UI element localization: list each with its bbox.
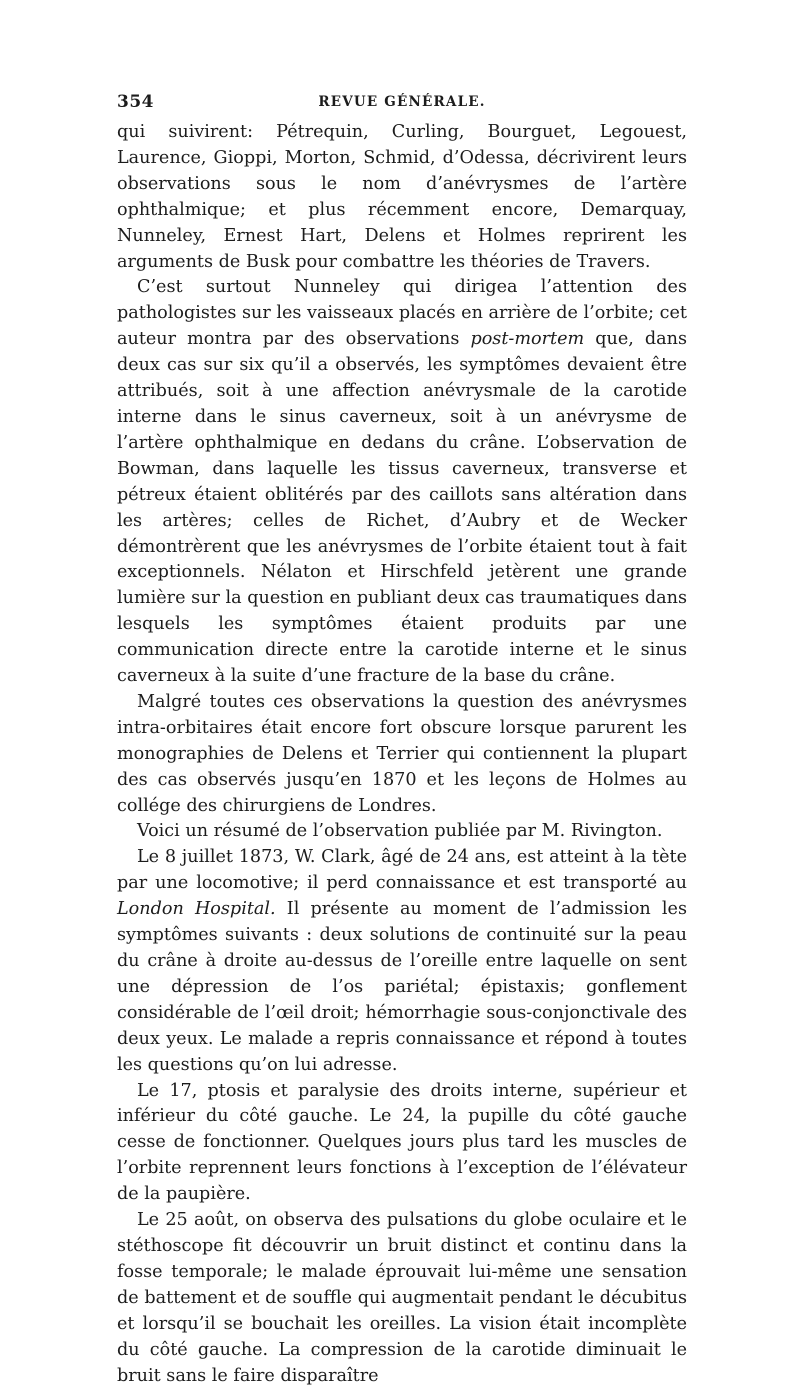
paragraph-text: Le 8 juillet 1873, W. Clark, âgé de 24 ans, est atteint à la tète par une locomotive; il perd connaissance et est transporté au <box>117 847 687 894</box>
running-title: REVUE GÉNÉRALE. <box>318 94 486 110</box>
paragraph-text: qui suivirent: Pétrequin, Curling, Bourguet, Legouest, Laurence, Gioppi, Morton, Schmid, d’Odessa, décrivirent leurs observations sous le nom d’anévrysmes de l’artère ophthalmique; et plus récemment encore, Demarquay, Nunneley, Ernest Hart, Delens et Holmes reprirent les arguments de Busk pour combattre les théories de Travers. <box>117 122 687 272</box>
paragraph-text: Le 17, ptosis et paralysie des droits interne, supérieur et inférieur du côté gauche. Le 24, la pupille du côté gauche cesse de fonctionner. Quelques jours plus tard les muscles de l’orbite reprennent leurs fonctions à l’exception de l’élévateur de la paupière. <box>117 1080 687 1205</box>
page-number: 354 <box>117 92 154 112</box>
paragraph-2 <box>117 275 687 690</box>
paragraph-text: Il présente au moment de l’admission les symptômes suivants : deux solutions de continuité sur la peau du crâne à droite au-dessus de l’oreille entre laquelle on sent une dépression de l’os pariétal; épistaxis; gonflement considérable de l’œil droit; hémorrhagie sous-conjonctivale des deux yeux. Le malade a repris connaissance et répond à toutes les questions qu’on lui adresse. <box>117 899 687 1075</box>
paragraph-text: C’est surtout Nunneley qui dirigea l’attention des pathologistes sur les vaisseaux placés en arrière de l’orbite; cet auteur montra par des observations <box>117 277 687 350</box>
paragraph-text: Le 25 août, on observa des pulsations du globe oculaire et le stéthoscope fit découvrir un bruit distinct et continu dans la fosse temporale; le malade éprouvait lui-même une sensation de battement et de souffle qui augmentait pendant le décubitus et lorsqu’il se bouchait les oreilles. La vision était incomplète du côté gauche. La compression de la carotide diminuait le bruit sans le faire disparaître <box>117 1210 687 1386</box>
paragraph-text: que, dans deux cas sur six qu’il a observés, les symptômes devaient être attribués, soit à une affection anévrysmale de la carotide interne dans le sinus caverneux, soit à un anévrysme de l’artère ophthalmique en dedans du crâne. L’observation de Bowman, dans laquelle les tissus caverneux, transverse et pétreux étaient oblitérés par des caillots sans altération dans les artères; celles de Richet, d’Aubry et de Wecker démontrèrent que les anévrysmes de l’orbite étaient tout à fait exceptionnels. Nélaton et Hirschfeld jetèrent une grande lumière sur la question en publiant deux cas traumatiques dans lesquels les symptômes étaient produits par une communication directe entre la carotide interne et le sinus caverneux à la suite d’une fracture de la base du crâne. <box>117 329 687 687</box>
paragraph-text: Voici un résumé de l’observation publiée par M. Rivington. <box>137 821 663 842</box>
paragraph-3 <box>117 690 687 820</box>
paragraph-1 <box>117 120 687 275</box>
paragraph-text: Malgré toutes ces observations la question des anévrysmes intra-orbitaires était encore fort obscure lorsque parurent les monographies de Delens et Terrier qui contiennent la plupart des cas observés jusqu’en 1870 et les leçons de Holmes au collége des chirurgiens de Londres. <box>117 691 687 816</box>
paragraph-5 <box>117 845 687 1078</box>
italic-term: post-mortem <box>470 329 585 350</box>
book-page <box>117 92 687 1389</box>
body-text <box>117 120 687 1389</box>
paragraph-4 <box>117 819 687 845</box>
paragraph-7 <box>117 1208 687 1389</box>
paragraph-6 <box>117 1079 687 1209</box>
italic-term: London Hospital. <box>117 899 276 920</box>
running-head <box>117 92 687 120</box>
